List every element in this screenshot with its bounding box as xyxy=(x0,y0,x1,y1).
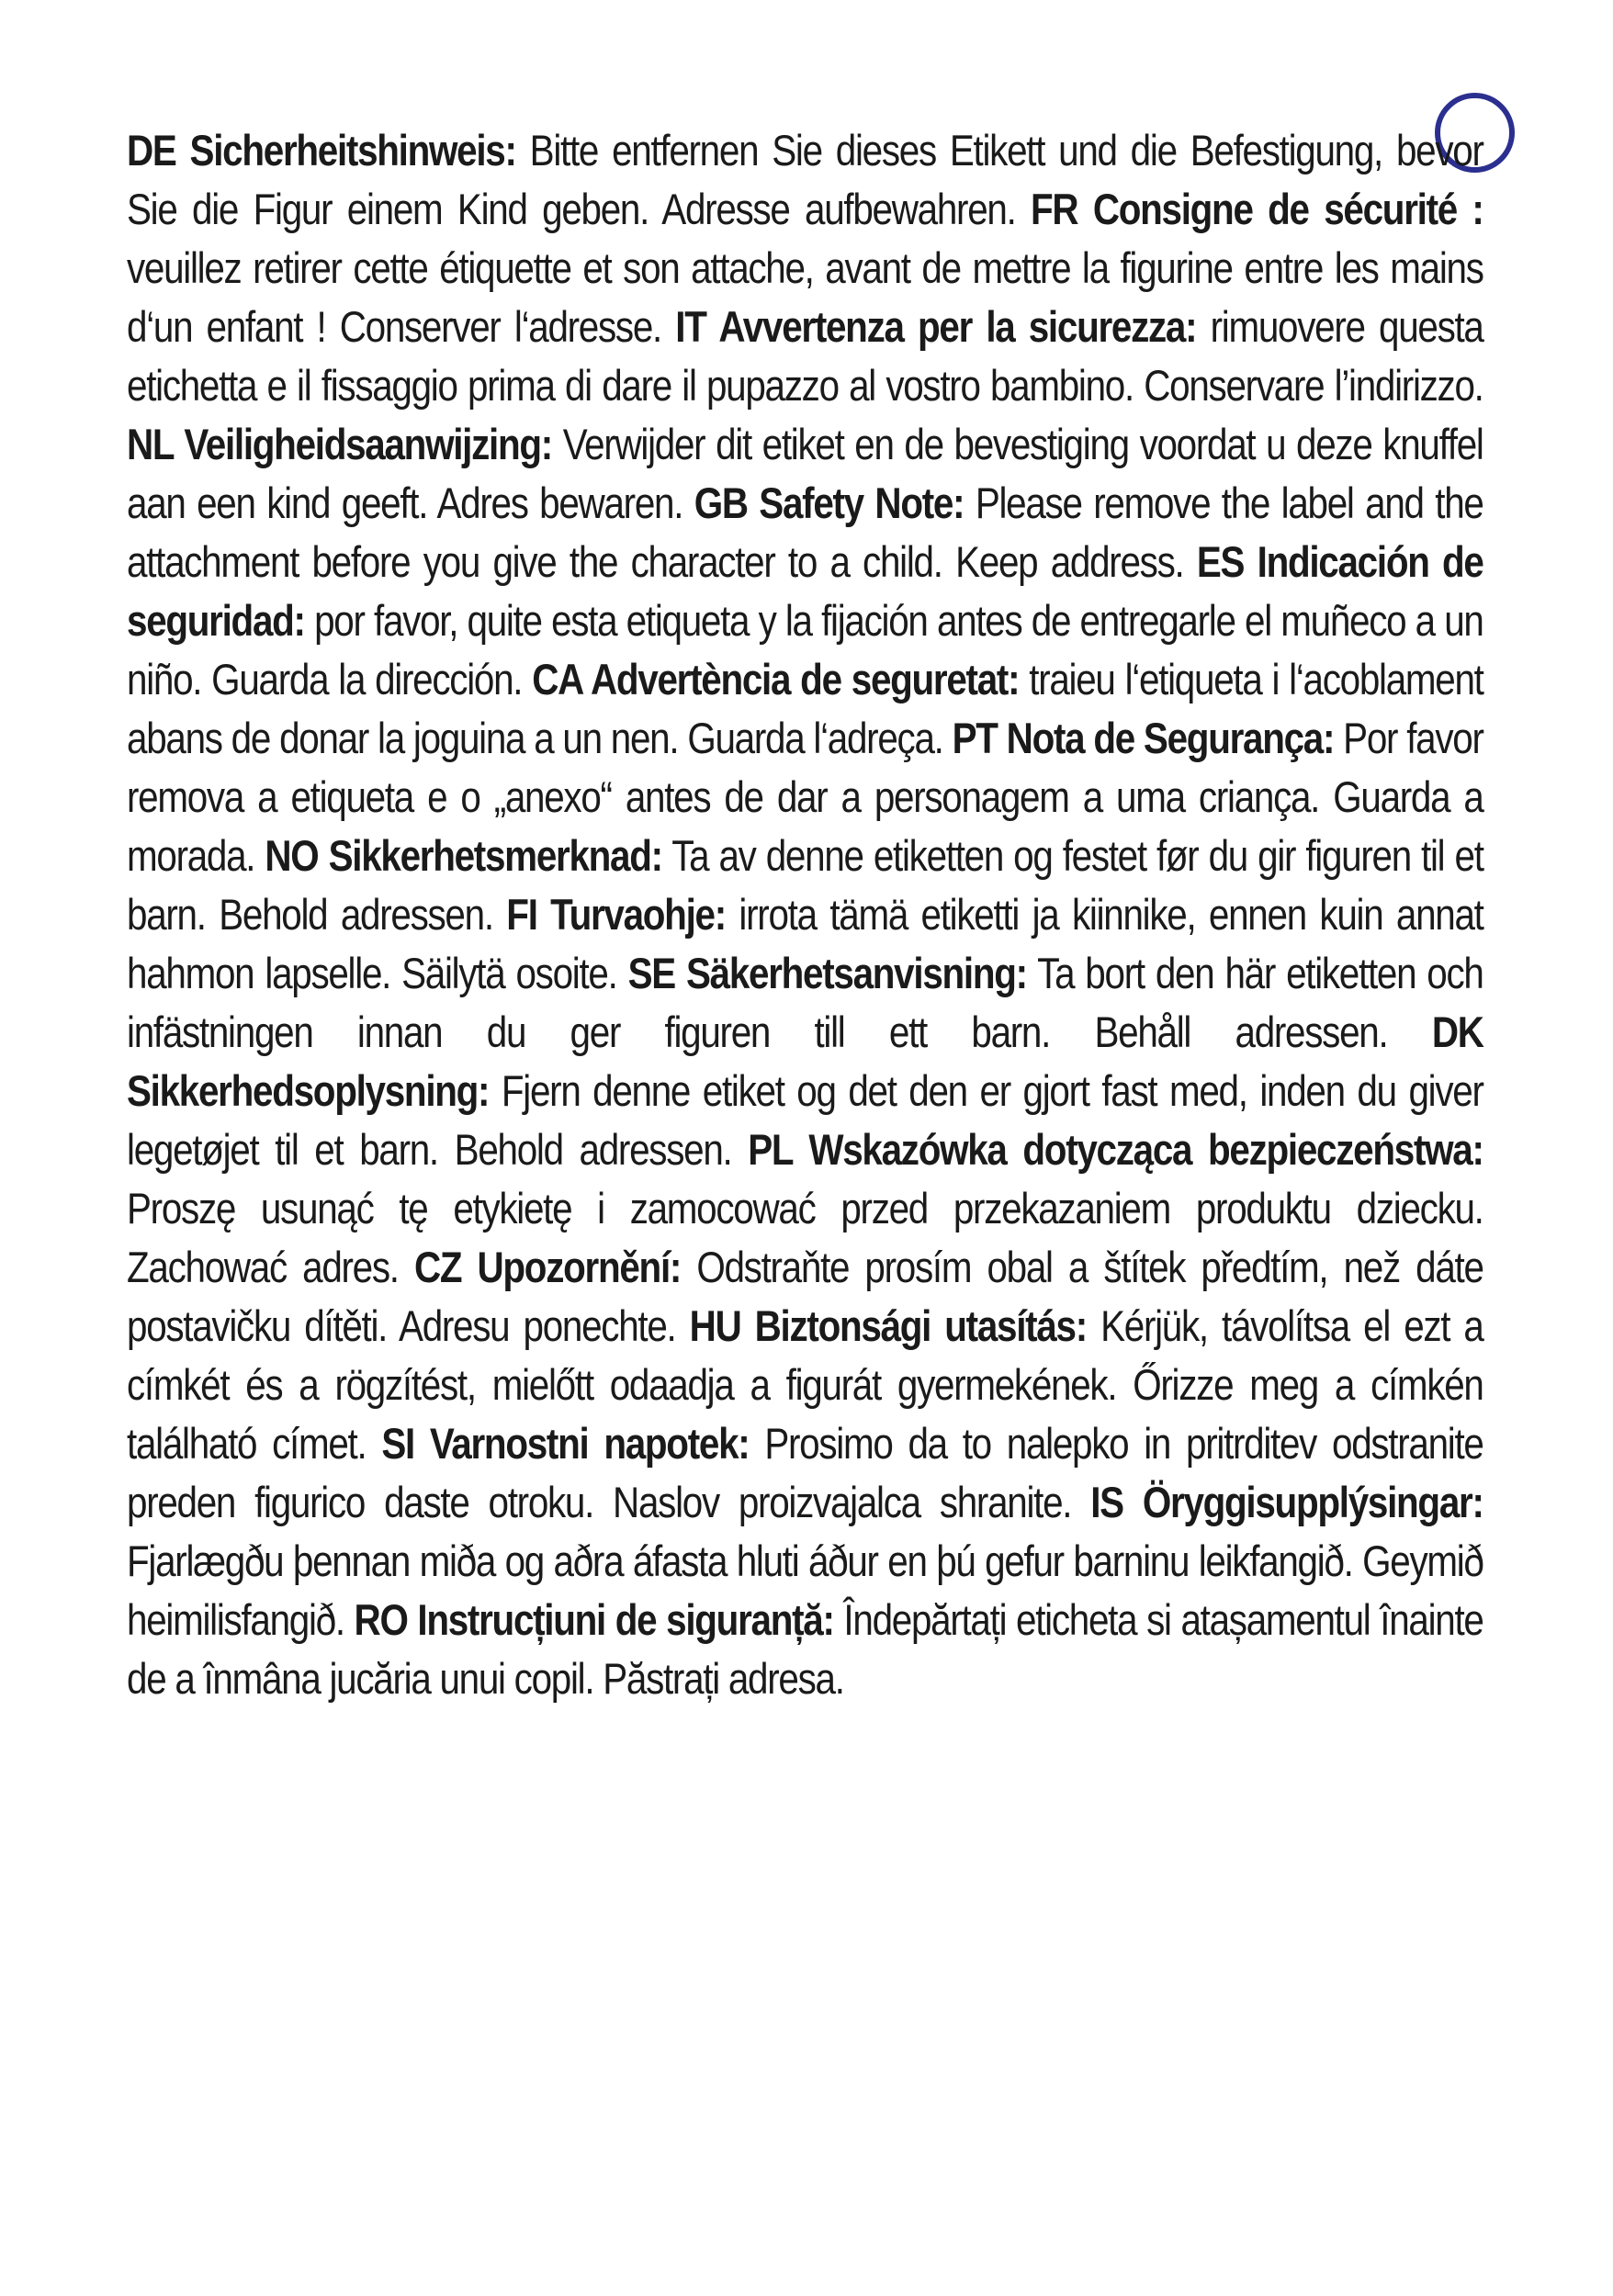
section-body: Fjarlægðu þennan miða og aðra áfasta hluti áður en þú gefur barninu leikfangið. Geymið heimilisfangið. xyxy=(127,1536,1483,1644)
section-body: Proszę usunąć tę etykietę i zamocować przed przekazaniem produktu dziecku. Zachować adres. xyxy=(127,1184,1483,1291)
section-body: Verwijder dit etiket en de bevestiging voordat u deze knuffel aan een kind geeft. Adres bewaren. xyxy=(127,420,1483,527)
section-body: Odstraňte prosím obal a štítek předtím, než dáte postavičku dítěti. Adresu ponechte. xyxy=(127,1243,1483,1350)
section-body: Îndepărtați eticheta si atașamentul înainte de a înmâna jucăria unui copil. Păstrați adresa. xyxy=(127,1595,1483,1703)
section-body: Bitte entfernen Sie dieses Etikett und die Befestigung, bevor Sie die Figur einem Kind geben. Adresse aufbewahren. xyxy=(127,126,1483,233)
section-heading: GB Safety Note: xyxy=(694,478,964,527)
section-body: traieu l‘etiqueta i l‘acoblament abans de donar la joguina a un nen. Guarda l‘adreça. xyxy=(127,655,1483,762)
section-heading: PT Nota de Segurança: xyxy=(952,714,1335,762)
section-heading: NL Veiligheidsaanwijzing: xyxy=(127,420,552,468)
section-heading: FR Consigne de sécurité : xyxy=(1031,185,1483,233)
section-body: Ta av denne etiketten og festet før du gir figuren til et barn. Behold adressen. xyxy=(127,831,1483,939)
section-body: Fjern denne etiket og det den er gjort fast med, inden du giver legetøjet til et barn. Behold adressen. xyxy=(127,1066,1483,1174)
section-body: Por favor remova a etiqueta e o „anexo“ antes de dar a personagem a uma criança. Guarda a morada. xyxy=(127,714,1483,880)
section-body: Kérjük, távolítsa el ezt a címkét és a rögzítést, mielőtt odaadja a figurát gyermekének. Őrizze meg a címkén található címet. xyxy=(127,1301,1483,1468)
section-heading: PL Wskazówka dotycząca bezpieczeństwa: xyxy=(748,1125,1483,1174)
section-heading: ES Indicación de seguridad: xyxy=(127,537,1483,645)
section-heading: IT Avvertenza per la sicurezza: xyxy=(675,302,1197,351)
section-heading: IS Öryggisupplýsingar: xyxy=(1090,1478,1483,1526)
section-heading: CA Advertència de seguretat: xyxy=(532,655,1020,703)
section-heading: DE Sicherheitshinweis: xyxy=(127,126,516,174)
section-heading: NO Sikkerhetsmerknad: xyxy=(265,831,662,880)
section-body: Please remove the label and the attachment before you give the character to a child. Keep address. xyxy=(127,478,1483,586)
section-heading: HU Biztonsági utasítás: xyxy=(689,1301,1087,1350)
section-heading: SI Varnostni napotek: xyxy=(381,1419,750,1468)
section-body: veuillez retirer cette étiquette et son attache, avant de mettre la figurine entre les mains d‘un enfant ! Conserver l‘adresse. xyxy=(127,243,1483,351)
section-body: rimuovere questa etichetta e il fissaggio prima di dare il pupazzo al vostro bambino. Conservare l’indirizzo. xyxy=(127,302,1483,410)
section-heading: FI Turvaohje: xyxy=(506,890,726,939)
section-heading: CZ Upozornění: xyxy=(413,1243,682,1291)
section-heading: RO Instrucțiuni de siguranță: xyxy=(354,1595,834,1644)
section-body: por favor, quite esta etiqueta y la fijación antes de entregarle el muñeco a un niño. Guarda la dirección. xyxy=(127,596,1483,703)
section-body: Prosimo da to nalepko in pritrditev odstranite preden figurico daste otroku. Naslov proizvajalca shranite. xyxy=(127,1419,1483,1526)
section-body: Ta bort den här etiketten och infästningen innan du ger figuren till ett barn. Behåll adressen. xyxy=(127,949,1483,1056)
safety-notes-text xyxy=(127,121,1483,1708)
section-heading: SE Säkerhetsanvisning: xyxy=(627,949,1027,997)
section-heading: DK Sikkerhedsoplysning: xyxy=(127,1007,1483,1115)
section-body: irrota tämä etiketti ja kiinnike, ennen kuin annat hahmon lapselle. Säilytä osoite. xyxy=(127,890,1483,997)
